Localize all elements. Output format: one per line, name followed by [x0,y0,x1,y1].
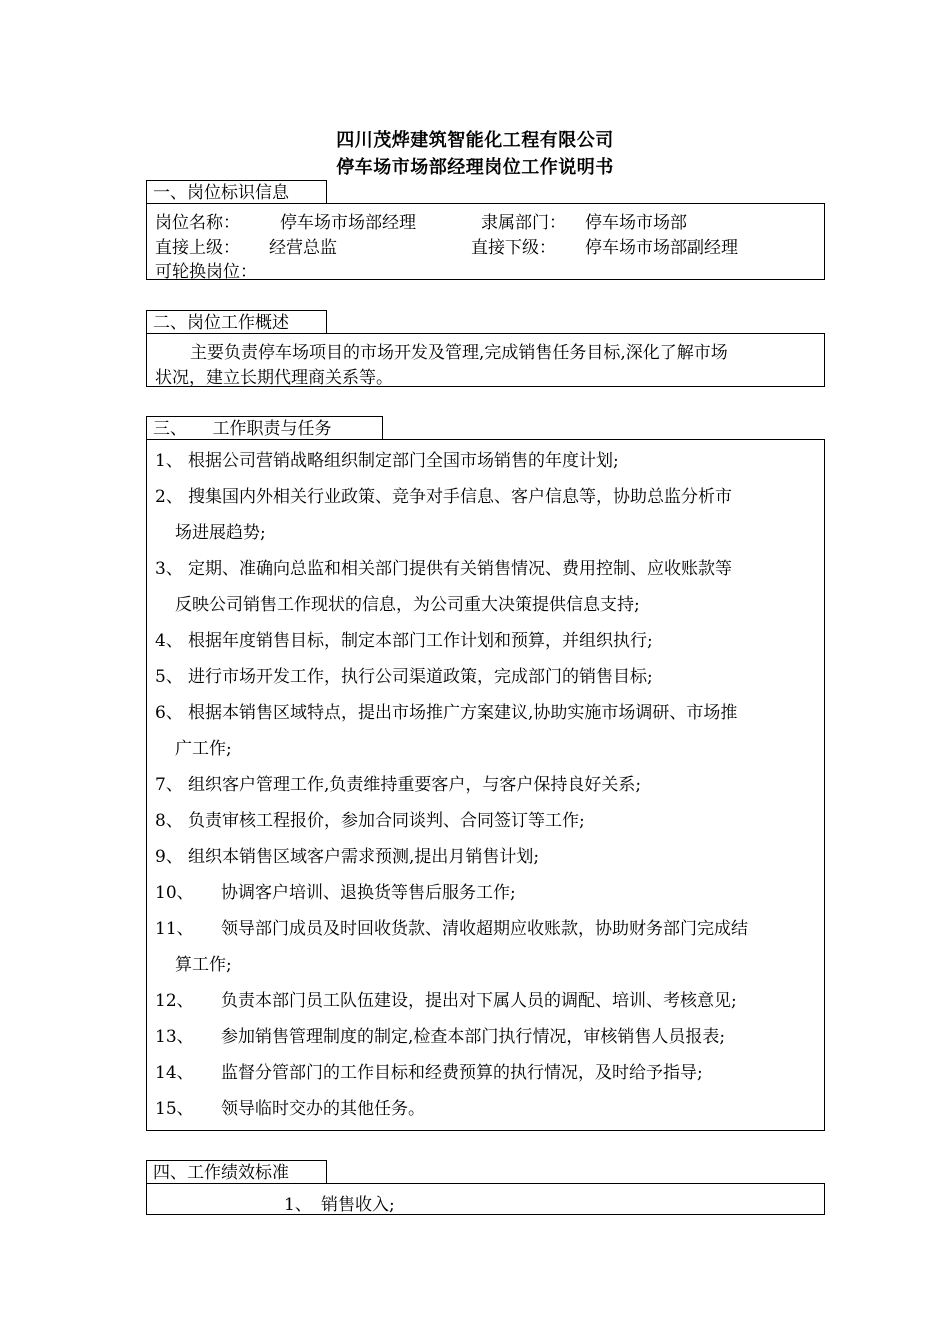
duty-number: 12、 [155,991,194,1011]
duty-number: 11、 [155,919,194,939]
section4-box [146,1183,825,1215]
standard-item-text: 销售收入; [321,1195,395,1215]
section2-box [146,333,825,387]
duty-number: 6、 [155,703,183,723]
duty-text: 根据年度销售目标，制定本部门工作计划和预算，并组织执行; [188,631,653,651]
duty-number: 4、 [155,631,183,651]
position-value: 停车场市场部经理 [280,213,416,233]
duty-number: 8、 [155,811,183,831]
duty-text: 负责本部门员工队伍建设，提出对下属人员的调配、培训、考核意见; [221,991,737,1011]
duty-text: 领导临时交办的其他任务。 [221,1099,425,1119]
duty-number: 14、 [155,1063,194,1083]
department-value: 停车场市场部 [585,213,687,233]
section4-title: 四、工作绩效标准 [146,1160,327,1184]
duty-number: 9、 [155,847,183,867]
section3-title: 三、 工作职责与任务 [146,416,383,440]
duty-text: 协调客户培训、退换货等售后服务工作; [221,883,516,903]
duty-number: 7、 [155,775,183,795]
duty-text-continuation: 算工作; [175,955,232,975]
duty-text-continuation: 广工作; [175,739,232,759]
section1-box [146,203,825,280]
duty-text: 组织本销售区域客户需求预测,提出月销售计划; [188,847,540,867]
duty-number: 1、 [155,451,183,471]
duty-text: 监督分管部门的工作目标和经费预算的执行情况，及时给予指导; [221,1063,703,1083]
subordinate-value: 停车场市场部副经理 [585,238,738,258]
duty-text: 参加销售管理制度的制定,检查本部门执行情况，审核销售人员报表; [221,1027,726,1047]
duty-text-continuation: 场进展趋势; [175,523,266,543]
superior-value: 经营总监 [269,238,337,258]
duty-text: 进行市场开发工作，执行公司渠道政策，完成部门的销售目标; [188,667,653,687]
duty-text: 根据公司营销战略组织制定部门全国市场销售的年度计划; [188,451,619,471]
duty-text: 领导部门成员及时回收货款、清收超期应收账款，协助财务部门完成结 [221,919,748,939]
duty-text: 根据本销售区域特点，提出市场推广方案建议,协助实施市场调研、市场推 [188,703,738,723]
duty-number: 3、 [155,559,183,579]
duty-number: 13、 [155,1027,194,1047]
section3-box [146,439,825,1131]
company-name: 四川茂烨建筑智能化工程有限公司 [336,130,614,151]
position-label: 岗位名称： [155,213,240,233]
duty-text: 定期、准确向总监和相关部门提供有关销售情况、费用控制、应收账款等 [188,559,732,579]
superior-label: 直接上级： [155,238,240,258]
duty-text: 组织客户管理工作,负责维持重要客户，与客户保持良好关系; [188,775,642,795]
rotation-label: 可轮换岗位： [155,262,257,282]
document-title: 停车场市场部经理岗位工作说明书 [336,157,614,178]
duty-number: 2、 [155,487,183,507]
duty-text-continuation: 反映公司销售工作现状的信息，为公司重大决策提供信息支持; [175,595,640,615]
standard-item-number: 1、 [284,1195,312,1215]
duty-number: 10、 [155,883,194,903]
summary-line-2: 状况，建立长期代理商关系等。 [155,368,393,388]
duty-number: 15、 [155,1099,194,1119]
duty-text: 搜集国内外相关行业政策、竞争对手信息、客户信息等，协助总监分析市 [188,487,732,507]
section1-title: 一、岗位标识信息 [146,180,327,204]
summary-line-1: 主要负责停车场项目的市场开发及管理,完成销售任务目标,深化了解市场 [190,343,728,363]
department-label: 隶属部门： [481,213,566,233]
duty-text: 负责审核工程报价，参加合同谈判、合同签订等工作; [188,811,585,831]
subordinate-label: 直接下级： [471,238,556,258]
duty-number: 5、 [155,667,183,687]
section2-title: 二、岗位工作概述 [146,310,327,334]
